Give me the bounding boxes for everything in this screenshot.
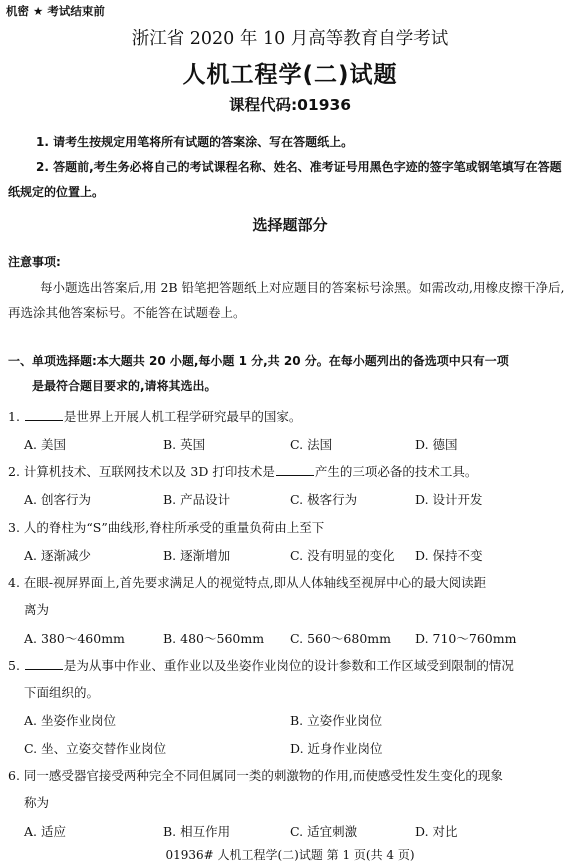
section-title: 选择题部分 (252, 216, 328, 234)
answer-blank (25, 657, 63, 670)
question-3 (8, 518, 324, 536)
question-5-continued: 下面组织的。 (24, 685, 100, 700)
question-number: 4. (8, 575, 20, 590)
part-one-heading-line1: 一、单项选择题:本大题共 20 小题,每小题 1 分,共 20 分。在每小题列出的备选项中只有一项 (8, 354, 509, 368)
q3-option-d: D. 保持不变 (415, 548, 483, 563)
instruction-1: 1. 请考生按规定用笔将所有试题的答案涂、写在答题纸上。 (36, 135, 354, 149)
q2-option-b: B. 产品设计 (163, 492, 231, 507)
q6-option-c: C. 适宜刺激 (290, 824, 358, 839)
part-one-heading-line2: 是最符合题目要求的,请将其选出。 (32, 379, 217, 393)
q6-option-a: A. 适应 (24, 824, 66, 839)
exam-title: 浙江省 2020 年 10 月高等教育自学考试 (131, 29, 449, 49)
question-text: 是世界上开展人机工程学研究最早的国家。 (63, 409, 302, 424)
q3-option-c: C. 没有明显的变化 (290, 548, 395, 563)
q6-option-d: D. 对比 (415, 824, 458, 839)
course-code: 课程代码:01936 (228, 96, 352, 114)
question-2 (8, 462, 477, 480)
q2-option-a: A. 创客行为 (24, 492, 91, 507)
attention-text: 每小题选出答案后,用 2B 铅笔把答题纸上对应题目的答案标号涂黑。如需改动,用橡皮擦干净后,再选涂其他答案标号。不能答在试题卷上。 (8, 280, 565, 320)
question-6-continued: 称为 (24, 795, 50, 810)
question-text: 在眼-视屏界面上,首先要求满足人的视觉特点,即从人体轴线至视屏中心的最大阅读距 (23, 575, 487, 590)
question-text-before: 计算机技术、互联网技术以及 3D 打印技术是 (23, 464, 275, 479)
question-5 (8, 656, 514, 674)
part-one-heading (8, 349, 570, 399)
q6-option-b: B. 相互作用 (163, 824, 231, 839)
question-number: 3. (8, 520, 20, 535)
question-text: 人的脊柱为“S”曲线形,脊柱所承受的重量负荷由上至下 (23, 520, 325, 535)
question-number: 2. (8, 464, 20, 479)
instructions (8, 130, 570, 205)
q4-option-c: C. 560～680mm (290, 631, 391, 646)
confidential-mark: 机密 ★ 考试结束前 (6, 4, 105, 18)
answer-blank (276, 463, 314, 476)
question-1 (8, 407, 301, 425)
q1-option-c: C. 法国 (290, 437, 333, 452)
question-number: 5. (8, 658, 20, 673)
question-4-continued: 离为 (24, 602, 50, 617)
q4-option-a: A. 380～460mm (24, 631, 125, 646)
instruction-2: 2. 答题前,考生务必将自己的考试课程名称、姓名、准考证号用黑色字迹的签字笔或钢笔填写在答题纸规定的位置上。 (8, 160, 562, 199)
q5-option-c: C. 坐、立姿交替作业岗位 (24, 741, 167, 756)
question-text: 是为从事中作业、重作业以及坐姿作业岗位的设计参数和工作区域受到限制的情况 (63, 658, 514, 673)
answer-blank (25, 408, 63, 421)
q4-option-d: D. 710～760mm (415, 631, 517, 646)
question-6 (8, 766, 503, 784)
q1-option-b: B. 英国 (163, 437, 206, 452)
attention-body (8, 275, 570, 325)
page-footer: 01936# 人机工程学(二)试题 第 1 页(共 4 页) (165, 848, 415, 862)
q5-option-d: D. 近身作业岗位 (290, 741, 383, 756)
q4-option-b: B. 480～560mm (163, 631, 265, 646)
q1-option-a: A. 美国 (24, 437, 66, 452)
question-number: 1. (8, 409, 20, 424)
attention-title: 注意事项: (8, 255, 61, 269)
subject-title: 人机工程学(二)试题 (182, 62, 398, 88)
q2-option-c: C. 极客行为 (290, 492, 358, 507)
q3-option-a: A. 逐渐减少 (24, 548, 91, 563)
question-number: 6. (8, 768, 20, 783)
q5-option-a: A. 坐姿作业岗位 (24, 713, 116, 728)
q2-option-d: D. 设计开发 (415, 492, 483, 507)
q5-option-b: B. 立姿作业岗位 (290, 713, 383, 728)
q1-option-d: D. 德国 (415, 437, 458, 452)
question-4 (8, 573, 486, 591)
question-text: 同一感受器官接受两种完全不同但属同一类的刺激物的作用,而使感受性发生变化的现象 (23, 768, 503, 783)
question-text-after: 产生的三项必备的技术工具。 (314, 464, 478, 479)
q3-option-b: B. 逐渐增加 (163, 548, 231, 563)
